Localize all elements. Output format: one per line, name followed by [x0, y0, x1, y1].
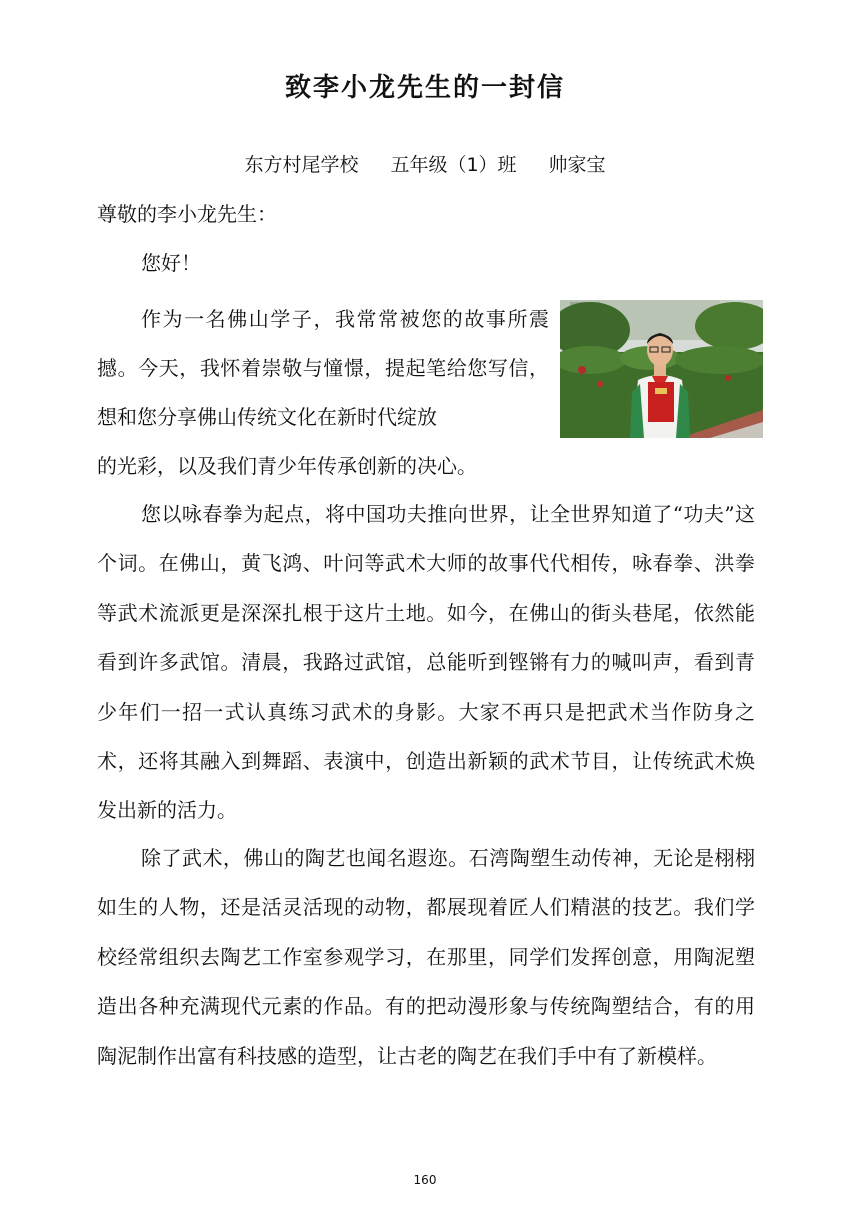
- author-byline: [0, 150, 850, 180]
- student-photo-image: [560, 300, 763, 438]
- paragraph-1-text: 作为一名佛山学子，我常常被您的故事所震撼。今天，我怀着崇敬与憧憬，提起笔给您写信，想和您分享佛山传统文化在新时代绽放: [97, 307, 549, 429]
- class-name: 五年级（1）班: [390, 154, 517, 176]
- letter-title: 致李小龙先生的一封信: [284, 73, 565, 103]
- letter-paragraph-1: [97, 295, 549, 491]
- student-photo: [560, 300, 763, 438]
- letter-salutation: 尊敬的李小龙先生：: [97, 202, 277, 226]
- letter-greeting: 您好！: [141, 251, 201, 275]
- letter-paragraph-2: 您以咏春拳为起点，将中国功夫推向世界，让全世界知道了“功夫”这个词。在佛山，黄飞鸿、叶问等武术大师的故事代代相传，咏春拳、洪拳等武术流派更是深深扎根于这片土地。如今，在佛山的街头巷尾，依然能看到许多武馆。清晨，我路过武馆，总能听到铿锵有力的喊叫声，看到青少年们一招一式认真练习武术的身影。大家不再只是把武术当作防身之术，还将其融入到舞蹈、表演中，创造出新颖的武术节目，让传统武术焕发出新的活力。: [97, 502, 755, 823]
- school-name: 东方村尾学校: [244, 154, 359, 176]
- page-number: 160: [413, 1173, 437, 1187]
- letter-paragraph-3: 除了武术，佛山的陶艺也闻名遐迩。石湾陶塑生动传神，无论是栩栩如生的人物，还是活灵活现的动物，都展现着匠人们精湛的技艺。我们学校经常组织去陶艺工作室参观学习，在那里，同学们发挥创意，用陶泥塑造出各种充满现代元素的作品。有的把动漫形象与传统陶塑结合，有的用陶泥制作出富有科技感的造型，让古老的陶艺在我们手中有了新模样。: [97, 846, 755, 1068]
- author-name: 帅家宝: [548, 154, 606, 176]
- paragraph-1-tail: 的光彩，以及我们青少年传承创新的决心。: [97, 454, 477, 478]
